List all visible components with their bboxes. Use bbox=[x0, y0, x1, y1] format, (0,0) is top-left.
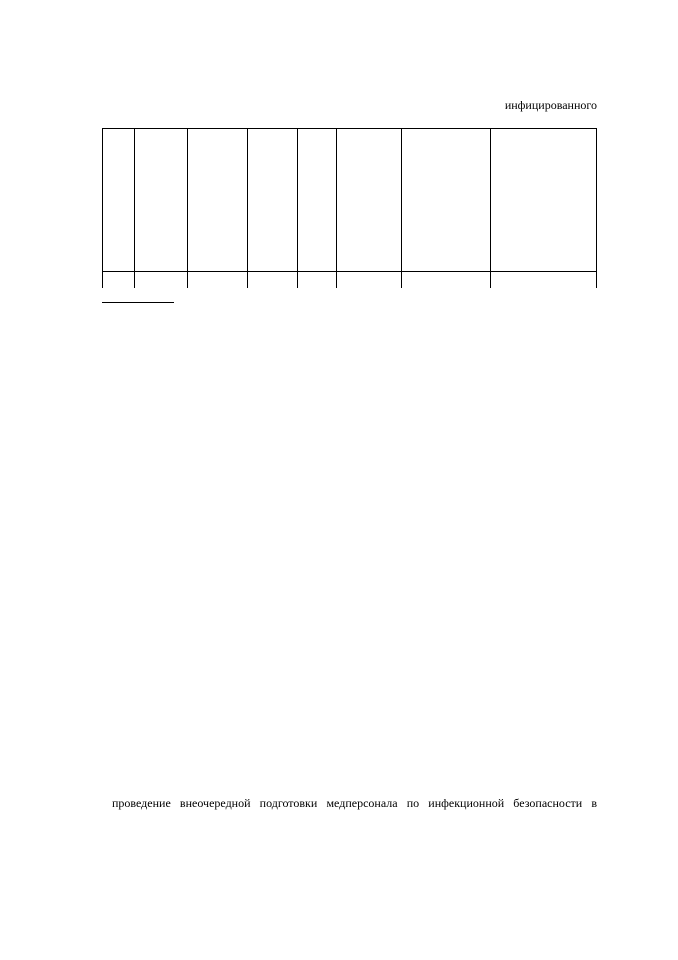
footnote-separator bbox=[102, 302, 174, 303]
header-cell bbox=[402, 129, 491, 272]
header-cell bbox=[491, 129, 597, 272]
header-cell bbox=[248, 129, 298, 272]
table-container bbox=[102, 128, 596, 288]
table-row bbox=[103, 272, 597, 289]
table-cell bbox=[491, 272, 597, 289]
table-cell bbox=[402, 272, 491, 289]
table-cell bbox=[188, 272, 248, 289]
header-cell bbox=[298, 129, 337, 272]
header-cell bbox=[337, 129, 402, 272]
table-cell bbox=[298, 272, 337, 289]
table-cell bbox=[103, 272, 135, 289]
body-text-line: проведение внеочередной подготовки медперсонала по инфекционной безопасности в bbox=[112, 796, 597, 810]
table-cell bbox=[135, 272, 188, 289]
table-header-row bbox=[103, 129, 597, 272]
table-cell bbox=[248, 272, 298, 289]
top-right-text: инфицированного bbox=[504, 98, 597, 112]
register-table bbox=[102, 128, 597, 288]
header-cell bbox=[188, 129, 248, 272]
header-cell bbox=[135, 129, 188, 272]
table-cell bbox=[337, 272, 402, 289]
header-cell bbox=[103, 129, 135, 272]
